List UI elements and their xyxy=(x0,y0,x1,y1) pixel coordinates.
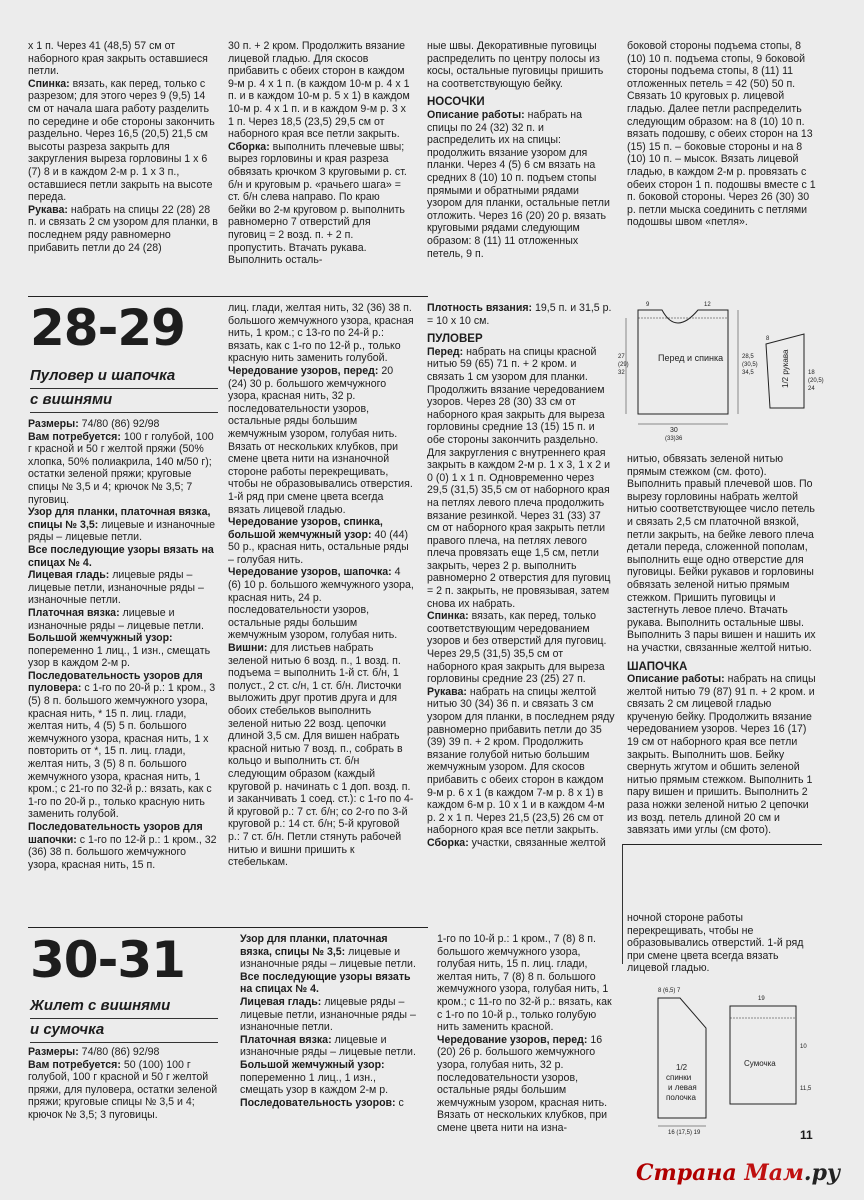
paragraph xyxy=(28,204,218,254)
paragraph-text: попеременно 1 лиц., 1 изн., смещать узор в каждом 2-м р. xyxy=(28,644,211,670)
paragraph-lead: Узор для планки, платочная вязка, спицы № 3,5: xyxy=(240,933,388,958)
paragraph xyxy=(427,302,615,327)
paragraph-text: лицевые и изнаночные ряды – лицевые петли. xyxy=(240,1033,416,1059)
paragraph-text: лицевые и изнаночные ряды – лицевые петли. xyxy=(28,518,216,544)
paragraph-text: лицевые ряды – лицевые петли, изнаночные ряды – изнаночные петли. xyxy=(240,995,416,1034)
paragraph-lead: Платочная вязка: xyxy=(240,1033,332,1046)
svg-text:30: 30 xyxy=(670,427,678,434)
paragraph xyxy=(427,109,613,260)
svg-text:28,5: 28,5 xyxy=(742,354,754,360)
paragraph xyxy=(228,642,414,869)
paragraph-lead: Последовательность узоров: xyxy=(240,1096,396,1109)
paragraph xyxy=(28,569,218,607)
section-number-28-29: 28-29 xyxy=(30,299,185,357)
paragraph-lead: Чередование узоров, шапочка: xyxy=(228,566,392,579)
paragraph-lead: Последовательность узоров для пуловера: xyxy=(28,669,203,695)
paragraph-lead: Последовательность узоров для шапочки: xyxy=(28,821,203,846)
col1-bot xyxy=(28,1046,218,1136)
paragraph-lead: Рукава: xyxy=(427,685,467,698)
watermark-logo: Страна Мам.ру xyxy=(636,1160,841,1186)
paragraph-text: 74/80 (86) 92/98 xyxy=(78,418,160,430)
diagram-label-bag: Сумочка xyxy=(744,1059,776,1068)
svg-text:10: 10 xyxy=(800,1044,807,1050)
svg-text:(30,5): (30,5) xyxy=(742,362,758,368)
paragraph xyxy=(28,40,218,78)
svg-text:12: 12 xyxy=(704,302,711,308)
paragraph-text: участки, связанные желтой xyxy=(468,836,606,849)
paragraph xyxy=(28,1059,218,1122)
svg-text:(20,5): (20,5) xyxy=(808,378,824,384)
col2-mid xyxy=(228,302,414,869)
paragraph-lead: Размеры: xyxy=(28,1046,79,1058)
paragraph-text: попеременно 1 лиц., 1 изн., смещать узор в каждом 2-м р. xyxy=(240,1071,389,1097)
paragraph-text: 19,5 п. и 31,5 р. = 10 х 10 см. xyxy=(427,302,612,327)
paragraph-text: с xyxy=(395,1096,404,1109)
paragraph xyxy=(228,516,414,566)
paragraph-lead: Вам потребуется: xyxy=(28,430,121,443)
paragraph xyxy=(427,40,613,90)
paragraph xyxy=(228,302,414,365)
section-heading: ШАПОЧКА xyxy=(627,660,688,673)
paragraph-lead: Вам потребуется: xyxy=(28,1058,121,1071)
paragraph-lead: Большой жемчужный узор: xyxy=(240,1058,385,1071)
col2-top xyxy=(228,40,410,285)
paragraph xyxy=(228,365,414,516)
section-title-line1: Жилет с вишнями xyxy=(30,997,171,1014)
col4-top xyxy=(627,40,817,285)
paragraph-text: набрать на спицы желтой нитью 79 (87) 91 п. + 2 кром. и связать 2 см лицевой гладью крученую бейку. Продолжить вязание чередованием узоров. Через 16 (17) 19 см от наборного края все петли закрыть. Выполнить шов. Бейку свернуть жгутом и обшить зеленой нитью прямым стежком. Выполнить 1 пару вишен и пришить. Выполнить 2 раза ножки зеленой нитью 2 цепочки из возд. петель длиной 20 см и завязать ими углы (см фото). xyxy=(627,673,816,837)
diagram-label-front-back: Перед и спинка xyxy=(658,353,724,363)
col4-mid xyxy=(627,453,817,835)
paragraph xyxy=(427,610,615,686)
page-number: 11 xyxy=(800,1128,813,1142)
title-rule xyxy=(30,1042,218,1043)
paragraph-text: вязать, как перед, только соответствующим чередованием узоров и без отверстий для пуговиц. Через 29,5 (31,5) 35,5 см от наборного края закрыть для выреза горловины средние 23 (25) 27 п. xyxy=(427,610,607,686)
svg-text:(33)36: (33)36 xyxy=(665,436,683,442)
paragraph-lead: Платочная вязка: xyxy=(28,606,120,619)
title-rule xyxy=(30,1018,218,1019)
svg-text:27: 27 xyxy=(618,354,625,360)
section-divider-2 xyxy=(28,927,428,928)
section-number-30-31: 30-31 xyxy=(30,931,185,989)
paragraph xyxy=(28,506,218,544)
paragraph-text: 100 г голубой, 100 г красной и 50 г желтой пряжи (50% хлопка, 50% полиакрила, 140 м/50 г); остатки зеленой пряжи; круговые спицы № 3,5 и 4; крючок № 3,5; 7 пуговиц. xyxy=(28,430,214,506)
paragraph-text: 74/80 (86) 92/98 xyxy=(78,1046,160,1058)
paragraph-text: набрать на спицы желтой нитью 30 (34) 36 п. и связать 3 см узором для планки, в последнем ряду равномерно прибавить петли до 35 (39) 39 п. + 2 кром. Продолжить вязание голубой нитью большим жемчужным узором. Для скосов прибавить с обеих сторон в каждом 9-м р. 6 х 1 (в каждом 7-м р. 8 х 1) в каждом 6-м р. 10 х 1 и в каждом 4-м р. 2 х 1 п. Через 21,5 (23,5) 26 см от наборного края все петли закрыть. xyxy=(427,685,615,837)
svg-text:(29): (29) xyxy=(618,362,629,368)
col3-mid xyxy=(427,302,615,922)
svg-text:11,5: 11,5 xyxy=(800,1086,812,1092)
paragraph xyxy=(240,1034,420,1059)
paragraph-lead: Чередование узоров, перед: xyxy=(437,1033,588,1046)
paragraph-text: выполнить плечевые швы; вырез горловины и края разреза обвязать крючком 3 круговыми р. ст. б/н и круговым р. «рачьего шага» = ст. б/н слева направо. По краю бейки во 2-м круговом р. выполнить равномерно 7 отверстий для пуговиц = 2 возд. п. + 2 п. пропустить. Втачать рукава. Выполнить осталь- xyxy=(228,140,407,267)
col2-bot xyxy=(240,933,420,1133)
paragraph xyxy=(28,1046,218,1059)
pattern-diagram-vest xyxy=(640,978,830,1138)
diagram-label-sleeve: 1/2 рукава xyxy=(781,349,790,388)
paragraph xyxy=(28,632,218,670)
paragraph xyxy=(28,418,218,431)
paragraph xyxy=(28,544,218,569)
section-title-line2: с вишнями xyxy=(30,391,113,408)
section-heading: НОСОЧКИ xyxy=(427,96,485,109)
paragraph-text: набрать на спицы красной нитью 59 (65) 71 п. + 2 кром. и связать 1 см узором для планки. Продолжить вязание чередованием узоров. Через 28 (30) 33 см от наборного края закрыть для выреза горловины средние 13 (15) 15 п. и обе стороны закончить раздельно. Для закругления с внутреннего края закрыть в каждом 2-м р. 1 х 3, 1 х 2 и 0 (0) 1 х 1 п. Одновременно через 29,5 (31,5) 35,5 см от наборного края на петлях левого плеча продолжить вязание резинкой. Через 31 (33) 37 см от наборного края закрыть петли правого плеча, на петлях левого плеча провязать еще 1,5 см, петли закрыть, через 2 р. выполнить равномерно 2 отверстия для пуговиц = 2 п. закрыть, не провязывая, затем снова их набрать. xyxy=(427,345,611,610)
paragraph-text: 16 (20) 26 р. большого жемчужного узора, голубая нить, 32 р. последовательности узоров, остальные ряды большим жемчужным узором, красная нить. Вязать от нескольких клубков, при смене цвета нити на изна- xyxy=(437,1033,608,1134)
paragraph xyxy=(240,1059,420,1097)
paragraph xyxy=(240,996,420,1034)
svg-text:19: 19 xyxy=(758,996,765,1002)
paragraph-text: вязать, как перед, только с разрезом; для этого через 9 (9,5) 14 см от начала шага работу разделить по середине и обе стороны закончить раздельно. Через 16,5 (20,5) 21,5 см высоты разреза закрыть для закругления выреза горловины 1 х 6 (7) 8 и в каждом 2-м р. 1 х 3 п., оставшиеся петли закрыть на высоте переда. xyxy=(28,77,215,204)
paragraph xyxy=(627,673,817,837)
paragraph-lead: Плотность вязания: xyxy=(427,302,533,314)
paragraph-lead: Чередование узоров, перед: xyxy=(228,364,379,377)
paragraph-lead: Перед: xyxy=(427,345,464,358)
col3-bot xyxy=(437,933,615,1133)
paragraph-text: 1-го по 10-й р.: 1 кром., 7 (8) 8 п. большого жемчужного узора, голубая нить, 15 п. лиц. глади, желтая нить, 7 (8) 8 п. большого жемчужного узора, голубая нить, 1 кром.; с 11-го по 32-й р.: вязать, как с 1-го по 10-й р., только голубую нить заменить красной. xyxy=(437,933,612,1034)
section-title-line1: Пуловер и шапочка xyxy=(30,367,176,384)
paragraph-lead: Сборка: xyxy=(427,836,469,849)
paragraph-text: ночной стороне работы перекрещивать, чтобы не образовывались отверстий. 1-й ряд при смене цвета всегда вязать лицевой гладью. xyxy=(627,912,804,975)
col1-mid xyxy=(28,418,218,871)
paragraph-text: боковой стороны подъема стопы, 8 (10) 10 п. подъема стопы, 9 боковой стороны подъема стопы, 8 (11) 11 отложенных петель = 42 (50) 50 п. Связать 10 круговых р. лицевой гладью. Далее петли распределить следующим образом: на 8 (10) 10 п. вязать подошву, с обеих сторон на 13 (15) 15 п. – боковые стороны и на 8 (10) 10 п. – мысок. Вязать лицевой гладью, в каждом 2-м р. провязать с обеих сторон 1 п. подошвы вместе с 1 п. боковой стороны. Через 26 (30) 30 р. петли мыска соединить с петлями подошвы швом «петля». xyxy=(627,40,816,229)
paragraph xyxy=(28,607,218,632)
paragraph xyxy=(228,141,410,267)
paragraph xyxy=(228,40,410,141)
paragraph-text: набрать на спицы 22 (28) 28 п. и связать 2 см узором для планки, в последнем ряду равномерно прибавить петли до 24 (28) xyxy=(28,203,218,254)
paragraph xyxy=(240,971,420,996)
paragraph xyxy=(437,1034,615,1135)
svg-text:32: 32 xyxy=(618,370,625,376)
section-divider-1 xyxy=(28,296,428,297)
paragraph-text: для листьев набрать зеленой нитью 6 возд. п., 1 возд. п. подъема = выполнить 1-й ст. б/н, 1 полуст., 2 ст. с/н, 1 ст. б/н. Листочки выложить друг против друга и для обоих стебельков выполнить зеленой нитью 22 возд. цепочки длиной 3,5 см. Для вишен набрать красной нитью 7 возд. п., собрать в кольцо и выполнить ст. б/н следующим образом (каждый круговой р. начинать с 1 доп. возд. п. и заканчивать 1 соед. ст.): с 1-го по 4-й круговой р.: 7 ст. б/н; со 2-го по 3-й круговой р.: 14 ст. б/н; 5-й круговой р.: 7 ст. б/н. Петли стянуть рабочей нитью и вишни пришить к стебелькам. xyxy=(228,642,414,869)
paragraph xyxy=(28,431,218,507)
paragraph-lead: Узор для планки, платочная вязка, спицы № 3,5: xyxy=(28,506,211,531)
col3-top xyxy=(427,40,613,285)
paragraph-text: лиц. глади, желтая нить, 32 (36) 38 п. большого жемчужного узора, красная нить, 1 кром.; с 13-го по 24-й р.: вязать, как с 1-го по 12-й р., только красную нить заменить голубой. xyxy=(228,302,414,365)
paragraph-text: с 1-го по 20-й р.: 1 кром., 3 (5) 8 п. большого жемчужного узора, красная нить, * 15 п. лиц. глади, желтая нить, 4 (5) 5 п. большого жемчужного узора, красная нить, 1 х повторить от *, 15 п. лиц. глади, желтая нить, 3 (5) 8 п. большого жемчужного узора, красная нить, 1 кром.; с 21-го по 32-й р.: вязать, как с 1-го по 20-й р., только красную нить заменить голубой. xyxy=(28,682,216,821)
svg-text:8 (6,5) 7: 8 (6,5) 7 xyxy=(658,988,681,994)
paragraph-text: лицевые ряды – лицевые петли, изнаночные ряды – изнаночные петли. xyxy=(28,569,204,607)
paragraph-text: нитью, обвязать зеленой нитью прямым стежком (см. фото). Выполнить правый плечевой шов. По вырезу горловины набрать желтой нитью соответствующее число петель и связать 2,5 см платочной вязкой, петли закрыть, на бейке левого плеча детали переда, сложенной пополам, выполнить еще одно отверстие для пуговицы. Бейки рукавов и горловины обвязать зеленой нитью прямым стежком. Пришить пуговицы и застегнуть левое плечо. Втачать рукава. Выполнить остальные швы. Выполнить 3 пары вишен и нашить их на участки, связанные желтой нитью. xyxy=(627,453,816,654)
paragraph-lead: Лицевая гладь: xyxy=(240,995,322,1008)
paragraph xyxy=(240,1097,420,1110)
section-heading: ПУЛОВЕР xyxy=(427,333,483,346)
paragraph-text: набрать на спицы по 24 (32) 32 п. и распределить их на спицы: продолжить вязание узором для планки. Через 4 (5) 6 см вязать на средних 8 (10) 10 п. подъем стопы прямыми и обратными рядами узором для планки, остальные петли отложить. Через 16 (20) 20 р. вязать круговыми рядами следующим образом: 8 (11) 11 отложенных петель, 9 п. xyxy=(427,108,610,260)
svg-text:34,5: 34,5 xyxy=(742,370,754,376)
paragraph-text: лицевые и изнаночные ряды – лицевые петли. xyxy=(28,606,204,632)
paragraph xyxy=(437,933,615,1034)
paragraph-lead: Чередование узоров, спинка, большой жемчужный узор: xyxy=(228,516,383,541)
paragraph-lead: Лицевая гладь: xyxy=(28,569,110,582)
pattern-diagram-pullover xyxy=(618,296,828,448)
diagram-label-vest: 1/2 спинки и левая полочка xyxy=(666,1063,697,1102)
svg-text:9: 9 xyxy=(646,302,650,308)
paragraph-text: 50 (100) 100 г голубой, 100 г красной и 50 г желтой пряжи, для пуловера, остатки зеленой пряжи; круговые спицы № 3,5 и 4; крючок № 3,5; 3 пуговицы. xyxy=(28,1058,218,1121)
section-divider-3 xyxy=(622,844,822,845)
paragraph-lead: Все последующие узоры вязать на спицах № 4. xyxy=(240,970,411,996)
paragraph-text: 20 (24) 30 р. большого жемчужного узора, красная нить, 32 р. последовательности узоров, остальные ряды большим жемчужным узором, голубая нить. Вязать от нескольких клубков, при смене цвета нити на изнаночной стороне работы перекрещивать, чтобы не образовывались отверстия. 1-й ряд при смене цвета всегда вязать лицевой гладью. xyxy=(228,364,413,516)
paragraph-text: с 1-го по 12-й р.: 1 кром., 32 (36) 38 п. большого жемчужного узора, красная нить, 15 п. xyxy=(28,833,217,871)
col-divider xyxy=(622,844,623,964)
paragraph-lead: Спинка: xyxy=(28,77,70,90)
paragraph-lead: Вишни: xyxy=(228,642,268,655)
svg-text:16 (17,5) 19: 16 (17,5) 19 xyxy=(668,1130,701,1136)
title-rule xyxy=(30,412,218,413)
col1-top xyxy=(28,40,218,285)
svg-text:18: 18 xyxy=(808,370,815,376)
paragraph-lead: Большой жемчужный узор: xyxy=(28,632,173,645)
paragraph-text: 30 п. + 2 кром. Продолжить вязание лицевой гладью. Для скосов прибавить с обеих сторон в каждом 9-м р. 4 х 1 п. (в каждом 10-м р. 4 х 1 п. и в каждом 10-м р. 5 х 1) в каждом 10-м р. 4 х 1 п. и в каждом 9-м р. 3 х 1 п. Через 18,5 (23,5) 29,5 см от наборного края все петли закрыть. xyxy=(228,40,410,141)
paragraph xyxy=(240,933,420,971)
svg-text:24: 24 xyxy=(808,386,815,392)
paragraph-text: 4 (6) 10 р. большого жемчужного узора, красная нить, 24 р. последовательности узоров, остальные ряды большим жемчужным узором, голубая нить. xyxy=(228,566,414,642)
paragraph-lead: Сборка: xyxy=(228,140,270,153)
paragraph-text: ные швы. Декоративные пуговицы распределить по центру полосы из косы, остальные пуговицы пришить на соответствующую бейку. xyxy=(427,40,604,90)
paragraph-lead: Спинка: xyxy=(427,610,469,623)
paragraph xyxy=(28,670,218,821)
paragraph-lead: Описание работы: xyxy=(427,108,525,121)
paragraph xyxy=(627,40,817,229)
paragraph xyxy=(627,912,817,975)
paragraph xyxy=(427,346,615,610)
section-title-line2: и сумочка xyxy=(30,1021,105,1038)
col4-bot xyxy=(627,912,817,975)
title-rule xyxy=(30,388,218,389)
paragraph-lead: Описание работы: xyxy=(627,673,725,686)
paragraph xyxy=(28,78,218,204)
paragraph-text: 40 (44) 50 р., красная нить, остальные ряды – голубая нить. xyxy=(228,528,409,566)
paragraph-text: лицевые и изнаночные ряды – лицевые петли. xyxy=(240,945,416,971)
svg-text:8: 8 xyxy=(766,336,770,342)
paragraph xyxy=(427,686,615,837)
paragraph xyxy=(427,837,615,850)
paragraph xyxy=(627,453,817,655)
paragraph-lead: Размеры: xyxy=(28,418,79,430)
paragraph-text: х 1 п. Через 41 (48,5) 57 см от наборного края закрыть оставшиеся петли. xyxy=(28,40,208,78)
paragraph xyxy=(28,821,218,871)
paragraph xyxy=(228,566,414,642)
paragraph-lead: Рукава: xyxy=(28,203,68,216)
paragraph-lead: Все последующие узоры вязать на спицах № 4. xyxy=(28,543,214,569)
